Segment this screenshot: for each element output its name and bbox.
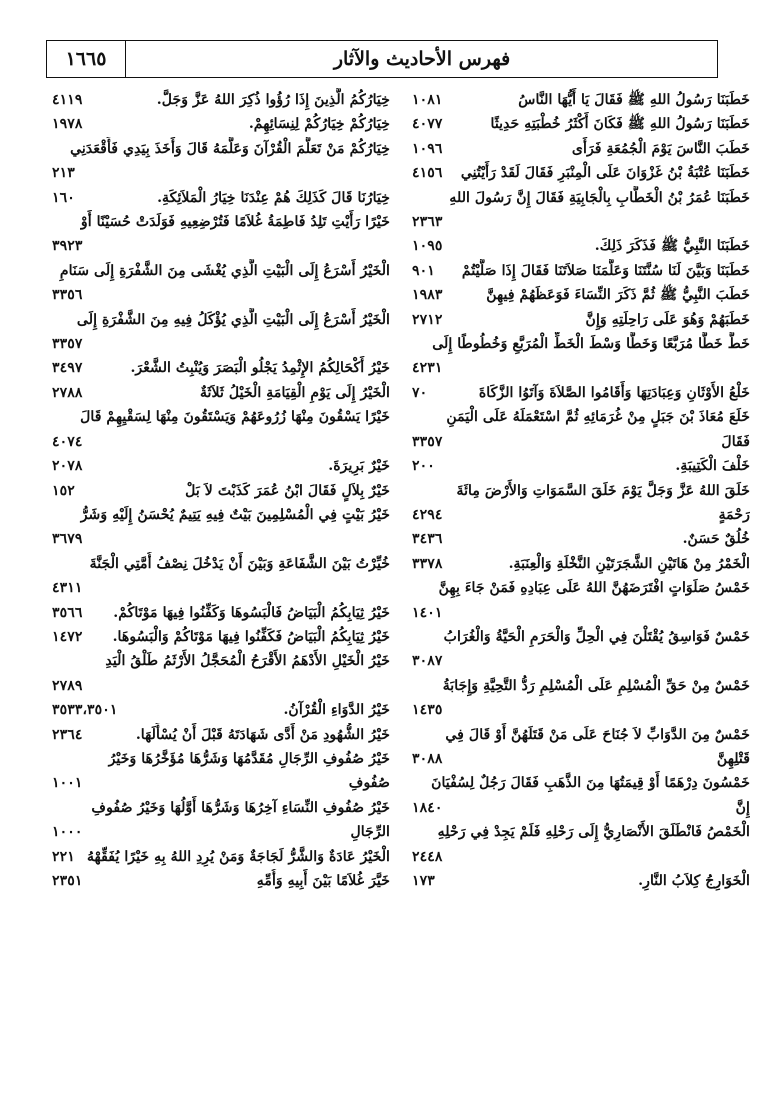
index-entry — [48, 771, 390, 795]
hadith-text: خَيْرًا رَأَيْتِ تَلِدُ فَاطِمَةُ غُلاَمًا فَتُرْضِعِيهِ فَوَلَدَتْ حُسَيْنًا أَوْ — [80, 214, 390, 231]
hadith-number: ٣٦٧٩ — [52, 531, 83, 548]
hadith-text: الْخَيْرُ أَسْرَعُ إِلَى الْبَيْتِ الَّذِي يُؤْكَلُ فِيهِ مِنَ الشَّفْرَةِ إِلَى — [76, 311, 390, 328]
index-entry — [48, 552, 390, 576]
hadith-text: خَطَبَ النَّبِيُّ ﷺ ثُمَّ ذَكَرَ النِّسَاءَ فَوَعَظَهُمْ فِيهِنَّ — [486, 287, 750, 304]
index-entry — [408, 454, 750, 478]
hadith-number: ٤٠٧٤ — [52, 433, 83, 450]
hadith-number: ٢٧١٢ — [412, 311, 443, 328]
index-entry — [408, 747, 750, 771]
index-entry — [408, 186, 750, 210]
hadith-text: خُيِّرْتُ بَيْنَ الشَّفَاعَةِ وَبَيْنَ أَنْ يَدْخُلَ نِصْفُ أُمَّتِي الْجَنَّةَ — [89, 555, 390, 572]
hadith-number: ٣٠٨٧ — [412, 653, 443, 670]
hadith-number: ٣٤٩٧ — [52, 360, 83, 377]
index-entry — [408, 503, 750, 527]
index-entry — [408, 674, 750, 698]
hadith-text: خَطَبَنَا رَسُولُ اللهِ ﷺ فَكَانَ أَكْثَرُ خُطْبَتِهِ حَدِيثًا — [490, 116, 750, 133]
hadith-text: الْخَيْرُ عَادَةٌ وَالشَّرُّ لَجَاجَةٌ وَمَنْ يُرِدِ اللهُ بِهِ خَيْرًا يُفَقِّهْهُ — [86, 848, 390, 865]
index-column-right — [408, 88, 750, 1098]
index-entry — [408, 308, 750, 332]
hadith-number: ٣٣٥٦ — [52, 287, 83, 304]
hadith-text: خَمْسُ صَلَوَاتٍ افْتَرَضَهُنَّ اللهُ عَلَى عِبَادِهِ فَمَنْ جَاءَ بِهِنَّ — [438, 580, 750, 597]
hadith-text: خَمْسٌ فَوَاسِقُ يُقْتَلْنَ فِي الْحِلِّ وَالْحَرَمِ الْحَيَّةُ وَالْغُرَابُ — [443, 628, 750, 645]
hadith-text: الرِّجَالِ — [350, 824, 390, 841]
hadith-text: خَطَبَهُمْ وَهُوَ عَلَى رَاحِلَتِهِ وَإِنَّ — [585, 311, 750, 328]
index-entry — [408, 381, 750, 405]
hadith-text: خَطَبَنَا عُتْبَةُ بْنُ غَزْوَانَ عَلَى الْمِنْبَرِ فَقَالَ لَقَدْ رَأَيْتُنِي — [460, 165, 750, 182]
index-entry — [48, 332, 390, 356]
hadith-text: خَلَعَ مُعَاذَ بْنَ جَبَلٍ مِنْ غُرَمَائِهِ ثُمَّ اسْتَعْمَلَهُ عَلَى الْيَمَنِ — [446, 409, 750, 426]
index-entry — [48, 601, 390, 625]
hadith-text: خَمْسٌ مِنْ حَقِّ الْمُسْلِمِ عَلَى الْمُسْلِمِ رَدُّ التَّحِيَّةِ وَإِجَابَةُ — [442, 677, 750, 694]
index-column-left — [48, 88, 390, 1098]
index-entry — [48, 454, 390, 478]
hadith-text: خَيْرُ بَيْتٍ فِي الْمُسْلِمِينَ بَيْتٌ فِيهِ يَتِيمٌ يُحْسَنُ إِلَيْهِ وَشَرُّ — [80, 506, 390, 523]
hadith-text: خَيْرُ ثِيَابِكُمُ الْبَيَاضُ فَالْبَسُوهَا وَكَفِّنُوا فِيهَا مَوْتَاكُمْ. — [113, 604, 390, 621]
index-entry — [408, 234, 750, 258]
hadith-text: فَقَالَ — [721, 433, 750, 450]
index-entry — [48, 381, 390, 405]
hadith-text: خَطَبَنَا رَسُولُ اللهِ ﷺ فَقَالَ يَا أَيُّهَا النَّاسُ — [518, 92, 750, 108]
hadith-text: خَيْرُ صُفُوفِ النِّسَاءِ آخِرُهَا وَشَرُّهَا أَوَّلُهَا وَخَيْرُ صُفُوفِ — [91, 799, 390, 816]
index-entry — [408, 283, 750, 307]
hadith-text: خَيَّرَ غُلاَمًا بَيْنَ أَبِيهِ وَأُمِّهِ — [256, 873, 390, 889]
index-entry — [408, 479, 750, 503]
hadith-text: خَلْفَ الْكَتِيبَةِ. — [675, 458, 750, 475]
hadith-number: ١٤٠١ — [412, 604, 443, 621]
index-entry — [408, 259, 750, 283]
hadith-text: خَلَقَ اللهُ عَزَّ وَجَلَّ يَوْمَ خَلَقَ السَّمَوَاتِ وَالأَرْضَ مِائَةَ — [456, 482, 750, 499]
index-entry — [408, 112, 750, 136]
index-entry — [408, 845, 750, 869]
hadith-text: خَيْرُ الدَّوَاءِ الْقُرْآنُ. — [283, 702, 390, 719]
hadith-text: خِيَارُنَا قَالَ كَذَلِكَ هُمْ عِنْدَنَا خِيَارُ الْمَلاَئِكَةِ. — [157, 189, 390, 206]
hadith-number: ٣٣٧٨ — [412, 555, 443, 572]
hadith-number: ٣٣٥٧ — [52, 336, 83, 353]
hadith-text: خَطَبَ النَّاسَ يَوْمَ الْجُمُعَةِ فَرَأَى — [571, 140, 750, 157]
hadith-number: ١٠٠١ — [52, 775, 83, 792]
hadith-number: ٤٠٧٧ — [412, 116, 443, 133]
hadith-number: ٣٤٣٦ — [412, 531, 443, 548]
index-entry — [48, 112, 390, 136]
index-entry — [408, 210, 750, 234]
hadith-number: ٤٢٩٤ — [412, 506, 443, 523]
index-entry — [48, 479, 390, 503]
hadith-number: ١٦٠ — [52, 189, 75, 206]
hadith-number: ١٠٩٦ — [412, 140, 443, 157]
hadith-text: الْخَمْرُ مِنْ هَاتَيْنِ الشَّجَرَتَيْنِ النَّخْلَةِ وَالْعِنَبَةِ. — [508, 555, 750, 572]
hadith-number: ٣٩٢٣ — [52, 238, 83, 255]
index-entry — [408, 430, 750, 454]
index-entry — [48, 698, 390, 722]
hadith-number: ١٤٣٥ — [412, 702, 443, 719]
index-entry — [48, 161, 390, 185]
hadith-text: الْخَيْرُ أَسْرَعُ إِلَى الْبَيْتِ الَّذِي يُغْشَى مِنَ الشَّفْرَةِ إِلَى سَنَامِ — [59, 262, 390, 279]
page-number: ١٦٦٥ — [47, 41, 126, 77]
hadith-text: خَيْرًا يَسْقُونَ مِنْهَا زُرُوعَهُمْ وَيَسْتَقُونَ مِنْهَا لِسَقْيِهِمْ قَالَ — [80, 409, 390, 426]
index-entry — [48, 723, 390, 747]
hadith-text: خِيَارُكُمْ خِيَارُكُمْ لِنِسَائِهِمْ. — [248, 116, 390, 133]
hadith-text: الْخَوَارِجُ كِلاَبُ النَّارِ. — [638, 873, 750, 889]
hadith-text: خَمْسٌ مِنَ الدَّوَابِّ لاَ جُنَاحَ عَلَى مَنْ قَتَلَهُنَّ أَوْ قَالَ فِي — [445, 726, 750, 743]
hadith-number: ٣٥٦٦ — [52, 604, 83, 621]
hadith-text: خَيْرُ الْخَيْلِ الأَدْهَمُ الأَقْرَحُ الْمُحَجَّلُ الأَرْثَمُ طَلْقُ الْيَدِ — [105, 653, 390, 670]
hadith-text: خِيَارُكُمْ مَنْ تَعَلَّمَ الْقُرْآنَ وَعَلَّمَهُ قَالَ وَأَخَذَ بِيَدِي فَأَقْعَدَنِي — [70, 140, 390, 157]
hadith-text: خَيْرُ ثِيَابِكُمُ الْبَيَاضُ فَكَفِّنُوا فِيهَا مَوْتَاكُمْ وَالْبَسُوهَا. — [112, 628, 390, 645]
index-entry — [408, 137, 750, 161]
page-header — [46, 40, 718, 78]
index-entry — [408, 820, 750, 844]
hadith-number: ٢٧٨٨ — [52, 384, 83, 401]
hadith-number: ٢٣٦٤ — [52, 726, 83, 743]
index-entry — [408, 88, 750, 112]
index-entry — [408, 405, 750, 429]
hadith-number: ٧٠ — [412, 384, 428, 401]
index-entry — [408, 161, 750, 185]
hadith-number: ١٠٩٥ — [412, 238, 443, 255]
index-entry — [48, 210, 390, 234]
hadith-number: ١٩٨٣ — [412, 287, 443, 304]
hadith-number: ١٠٠٠ — [52, 824, 83, 841]
index-entry — [48, 820, 390, 844]
index-entry — [408, 527, 750, 551]
hadith-number: ١٥٢ — [52, 482, 75, 499]
hadith-number: ٤٣١١ — [52, 580, 83, 597]
hadith-number: ٢٣٥١ — [52, 873, 83, 889]
hadith-number: ٢٠٠ — [412, 458, 435, 475]
index-entry — [408, 869, 750, 893]
index-entry — [408, 698, 750, 722]
hadith-number: ٢٤٤٨ — [412, 848, 443, 865]
index-entry — [408, 796, 750, 820]
index-entry — [48, 649, 390, 673]
hadith-number: ١٩٧٨ — [52, 116, 83, 133]
hadith-number: ١٨٤٠ — [412, 799, 443, 816]
index-entry — [48, 674, 390, 698]
hadith-text: خَيْرُ صُفُوفِ الرِّجَالِ مُقَدَّمُهَا وَشَرُّهَا مُؤَخَّرُهَا وَخَيْرُ — [108, 750, 390, 767]
index-entry — [48, 234, 390, 258]
index-entry — [408, 771, 750, 795]
hadith-number: ٩٠١ — [412, 262, 435, 279]
index-entry — [408, 576, 750, 600]
hadith-number: ٣٠٨٨ — [412, 750, 443, 767]
index-entry — [48, 88, 390, 112]
hadith-number: ٢٣٦٣ — [412, 214, 443, 231]
index-entry — [408, 601, 750, 625]
index-entry — [48, 186, 390, 210]
index-entry — [48, 576, 390, 600]
hadith-text: رَحْمَةٍ — [718, 506, 750, 523]
index-entry — [48, 283, 390, 307]
hadith-text: صُفُوفِ — [348, 775, 390, 792]
hadith-text: خَطَبَنَا النَّبِيُّ ﷺ فَذَكَرَ ذَلِكَ. — [594, 238, 750, 255]
hadith-number: ٣٥٣٣،٣٥٠١ — [52, 702, 118, 719]
index-entry — [48, 796, 390, 820]
hadith-number: ٢١٣ — [52, 165, 75, 182]
index-entry — [48, 137, 390, 161]
index-entry — [48, 503, 390, 527]
hadith-number: ١٤٧٢ — [52, 628, 83, 645]
index-entry — [408, 649, 750, 673]
hadith-text: خَيْرٌ بَرِيرَةَ. — [328, 458, 390, 475]
index-entry — [408, 552, 750, 576]
hadith-text: الْخَمْصُ فَانْطَلَقَ الأَنْصَارِيُّ إِلَى رَحْلِهِ فَلَمْ يَجِدْ فِي رَحْلِهِ — [437, 824, 750, 841]
hadith-number: ١٠٨١ — [412, 92, 443, 108]
index-entry — [408, 625, 750, 649]
index-entry — [408, 332, 750, 356]
hadith-text: الْخَيْرُ إِلَى يَوْمِ الْقِيَامَةِ الْخَيْلُ ثَلاَثَةٌ — [199, 384, 390, 401]
hadith-number: ٢٧٨٩ — [52, 677, 83, 694]
hadith-number: ٣٣٥٧ — [412, 433, 443, 450]
hadith-text: خَلْعُ الأَوْثَانِ وَعِبَادَتِهَا وَأَقَامُوا الصَّلاَةَ وَآتَوُا الزَّكَاةَ — [478, 384, 750, 401]
index-entry — [408, 356, 750, 380]
hadith-number: ٢٢١ — [52, 848, 75, 865]
hadith-number: ١٧٣ — [412, 873, 435, 889]
hadith-text: خَطَّ خَطًّا مُرَبَّعًا وَخَطًّا وَسْطَ الْخَطِّ الْمُرَبَّعِ وَخُطُوطًا إِلَى — [432, 336, 750, 353]
hadith-text: خَيْرٌ بِلاَلٍ فَقَالَ ابْنُ عُمَرَ كَذَبْتَ لاَ بَلْ — [185, 482, 390, 499]
hadith-number: ٤٢٣١ — [412, 360, 443, 377]
hadith-number: ٤١١٩ — [52, 92, 83, 108]
index-entry — [48, 869, 390, 893]
hadith-text: إِنَّ — [735, 799, 750, 816]
index-entry — [48, 747, 390, 771]
index-entry — [48, 308, 390, 332]
hadith-number: ٤١٥٦ — [412, 165, 443, 182]
hadith-text: خُلُقٌ حَسَنٌ. — [682, 531, 750, 548]
index-entry — [48, 845, 390, 869]
hadith-text: خَيْرُ الشُّهُودِ مَنْ أَدَّى شَهَادَتَهُ قَبْلَ أَنْ يُسْأَلَهَا. — [135, 726, 390, 743]
page-title: فهرس الأحاديث والآثار — [333, 48, 511, 70]
index-entry — [48, 259, 390, 283]
index-entry — [408, 723, 750, 747]
hadith-text: خَيْرُ أَكْحَالِكُمُ الإِثْمِدُ يَجْلُو الْبَصَرَ وَيُنْبِتُ الشَّعْرَ. — [130, 360, 390, 377]
index-entry — [48, 356, 390, 380]
index-entry — [48, 405, 390, 429]
index-entry — [48, 430, 390, 454]
hadith-text: خَطَبَنَا عُمَرُ بْنُ الْخَطَّابِ بِالْجَابِيَةِ فَقَالَ إِنَّ رَسُولَ اللهِ — [449, 189, 750, 206]
hadith-text: خَطَبَنَا وَبَيَّنَ لَنَا سُنَّتَنَا وَعَلَّمَنَا صَلاَتَنَا فَقَالَ إِذَا صَلَّيْتُمْ — [461, 262, 750, 279]
hadith-text: خِيَارُكُمُ الَّذِينَ إِذَا رُؤُوا ذُكِرَ اللهُ عَزَّ وَجَلَّ. — [156, 92, 390, 108]
hadith-number: ٢٠٧٨ — [52, 458, 83, 475]
index-entry — [48, 527, 390, 551]
index-entry — [48, 625, 390, 649]
hadith-text: قَتْلِهِنَّ — [716, 750, 750, 767]
hadith-text: خَمْسُونَ دِرْهَمًا أَوْ قِيمَتُهَا مِنَ الذَّهَبِ فَقَالَ رَجُلٌ لِسُفْيَانَ — [431, 775, 750, 792]
